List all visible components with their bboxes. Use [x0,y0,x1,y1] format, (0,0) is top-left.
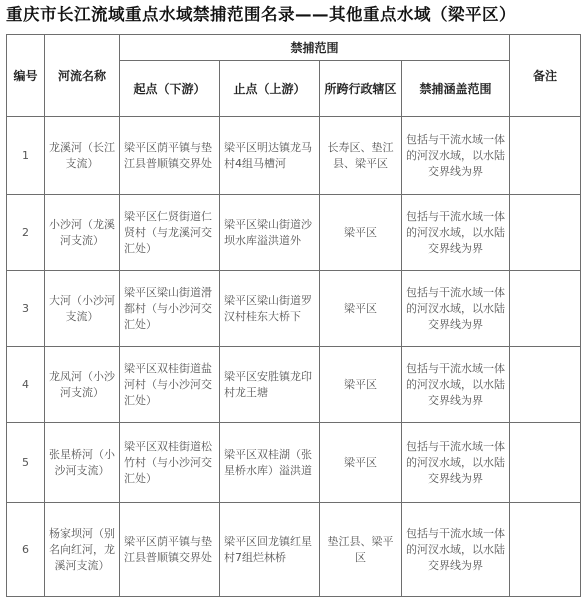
header-note: 备注 [510,35,581,117]
header-coverage: 禁捕涵盖范围 [402,61,510,117]
row-note [510,423,581,503]
row-river: 杨家坝河（别名向红河，龙溪河支流） [45,503,120,597]
row-end: 梁平区回龙镇红星村7组烂林桥 [220,503,320,597]
table-row [7,195,581,271]
table-row [7,347,581,423]
row-coverage: 包括与干流水域一体的河汊水域，以水陆交界线为界 [402,423,510,503]
row-river: 张星桥河（小沙河支流） [45,423,120,503]
row-start: 梁平区双桂街道松竹村（与小沙河交汇处） [120,423,220,503]
row-start: 梁平区荫平镇与垫江县普顺镇交界处 [120,117,220,195]
row-start: 梁平区梁山街道滑都村（与小沙河交汇处） [120,271,220,347]
table-row [7,117,581,195]
row-note [510,503,581,597]
table-row [7,271,581,347]
header-district: 所跨行政辖区 [320,61,402,117]
row-no: 3 [7,271,45,347]
row-river: 龙溪河（长江支流） [45,117,120,195]
header-end: 止点（上游） [220,61,320,117]
header-start: 起点（下游） [120,61,220,117]
row-note [510,117,581,195]
row-end: 梁平区梁山街道罗汉村桂东大桥下 [220,271,320,347]
table-row [7,503,581,597]
row-coverage: 包括与干流水域一体的河汊水域，以水陆交界线为界 [402,195,510,271]
row-coverage: 包括与干流水域一体的河汊水域，以水陆交界线为界 [402,117,510,195]
row-district: 梁平区 [320,195,402,271]
row-district: 梁平区 [320,347,402,423]
row-start: 梁平区仁贤街道仁贤村（与龙溪河交汇处） [120,195,220,271]
row-no: 2 [7,195,45,271]
row-district: 长寿区、垫江县、梁平区 [320,117,402,195]
header-river: 河流名称 [45,35,120,117]
row-no: 1 [7,117,45,195]
row-note [510,347,581,423]
row-coverage: 包括与干流水域一体的河汊水域，以水陆交界线为界 [402,503,510,597]
row-no: 4 [7,347,45,423]
page-title: 重庆市长江流域重点水域禁捕范围名录——其他重点水域（梁平区） [6,5,516,24]
row-end: 梁平区双桂湖（张星桥水库）溢洪道 [220,423,320,503]
header-row-top [7,35,581,61]
row-river: 小沙河（龙溪河支流） [45,195,120,271]
row-end: 梁平区安胜镇龙印村龙王塘 [220,347,320,423]
table-row [7,423,581,503]
header-range: 禁捕范围 [120,35,510,61]
row-end: 梁平区明达镇龙马村4组马槽河 [220,117,320,195]
row-river: 大河（小沙河支流） [45,271,120,347]
row-district: 梁平区 [320,423,402,503]
row-coverage: 包括与干流水域一体的河汊水域，以水陆交界线为界 [402,271,510,347]
row-note [510,195,581,271]
row-district: 垫江县、梁平区 [320,503,402,597]
fishing-ban-table [6,34,581,597]
header-no: 编号 [7,35,45,117]
row-no: 5 [7,423,45,503]
row-end: 梁平区梁山街道沙坝水库溢洪道外 [220,195,320,271]
row-start: 梁平区双桂街道盐河村（与小沙河交汇处） [120,347,220,423]
row-note [510,271,581,347]
row-district: 梁平区 [320,271,402,347]
row-start: 梁平区荫平镇与垫江县普顺镇交界处 [120,503,220,597]
row-river: 龙凤河（小沙河支流） [45,347,120,423]
row-coverage: 包括与干流水域一体的河汊水域，以水陆交界线为界 [402,347,510,423]
row-no: 6 [7,503,45,597]
